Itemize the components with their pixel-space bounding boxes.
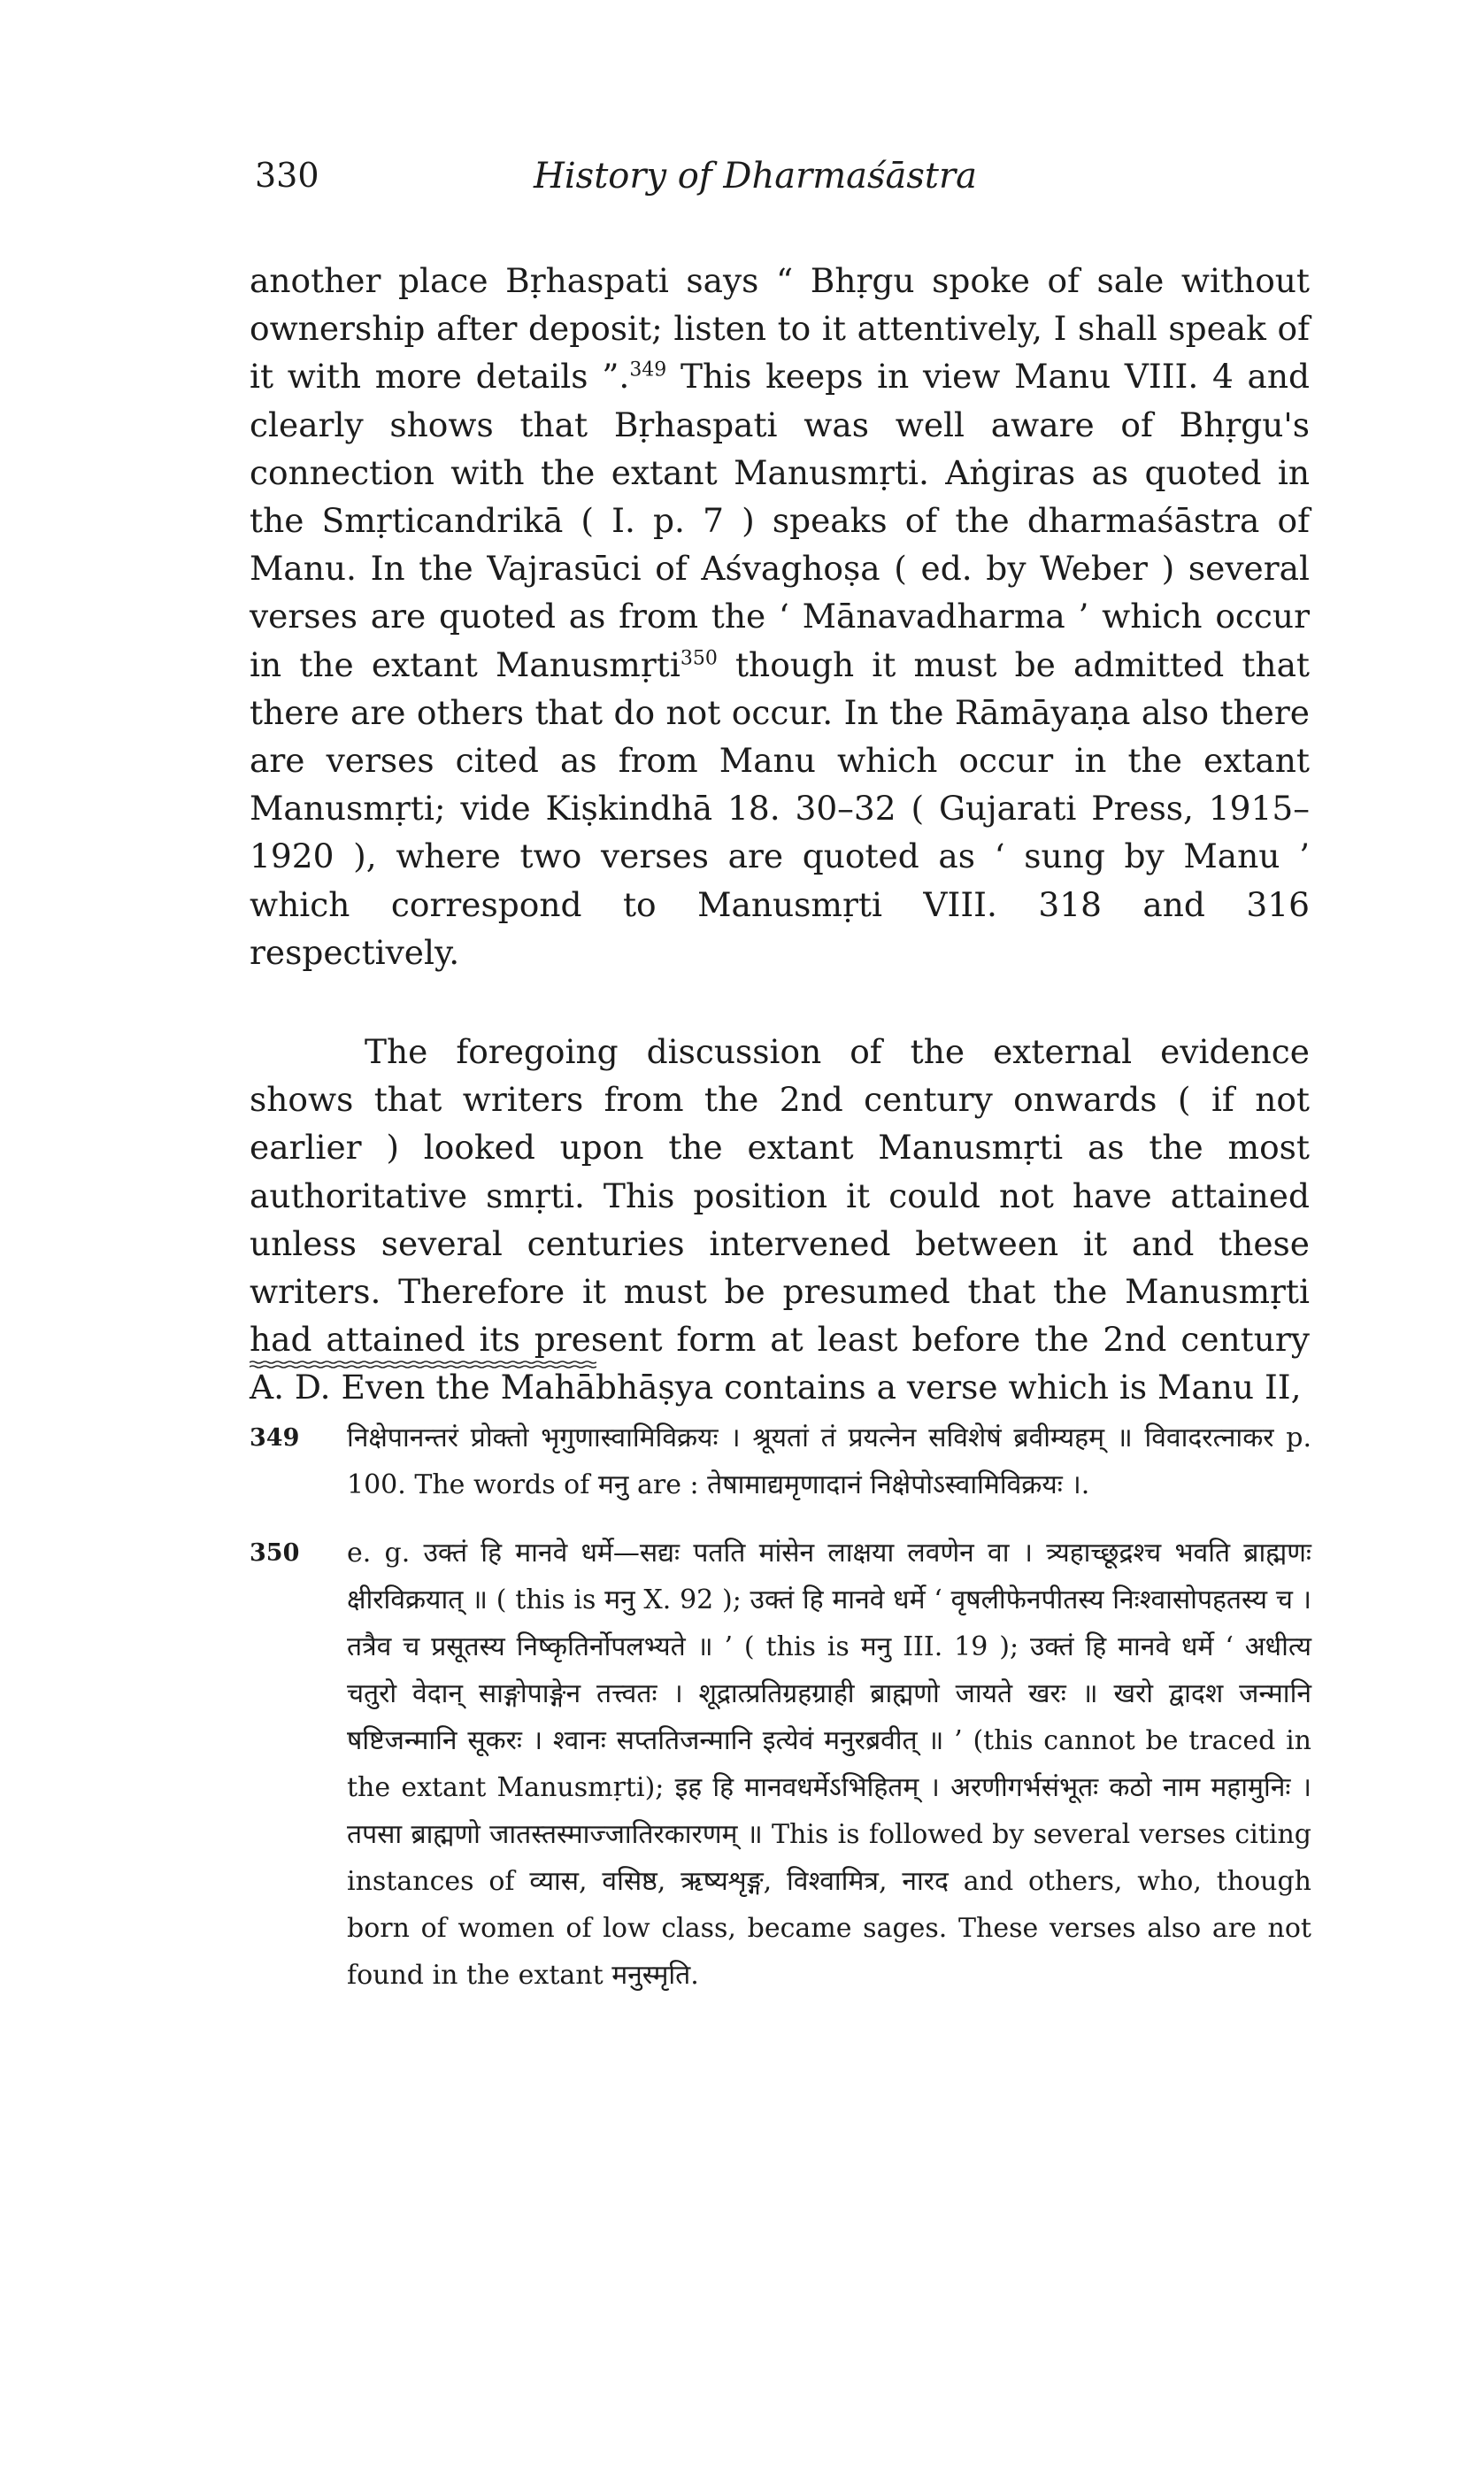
footnotes bbox=[250, 1415, 1311, 1999]
footnote-ref-349[interactable]: 349 bbox=[629, 358, 667, 382]
paragraph bbox=[250, 257, 1310, 976]
footnote-number: 349 bbox=[250, 1424, 300, 1452]
page-number: 330 bbox=[255, 156, 319, 195]
page-header bbox=[255, 156, 1317, 209]
footnote-text: निक्षेपानन्तरं प्रोक्तो भृगुणास्वामिविक्रयः । श्रूयतां तं प्रयत्नेन सविशेषं ब्रवीम्यहम् ॥ विवादरत्नाकर p. 100. The words of मनु are : तेषामाद्यमृणादानं निक्षेपोऽस्वामिविक्रयः ।. bbox=[347, 1422, 1311, 1500]
footnote-ref-350[interactable]: 350 bbox=[680, 647, 718, 670]
footnote-divider bbox=[250, 1361, 596, 1369]
paragraph: The foregoing discussion of the external evidence shows that writers from the 2nd century onwards ( if not earlier ) looked upon the extant Manusmṛti as the most authoritative smṛti. This position it could not have attained unless several centuries intervened between it and these writers. Therefore it must be presumed that the Manusmṛti had attained its present form at least before the 2nd century A. D. Even the Mahābhāṣya contains a verse which is Manu II, bbox=[250, 1032, 1310, 1407]
text-run: though it must be admitted that there are others that do not occur. In the Rāmāyaṇa also there are verses cited as from Manu which occur in the extant Manusmṛti; vide Kiṣkindhā 18. 30–32 ( Gujarati Press, 1915–1920 ), where two verses are quoted as ‘ sung by Manu ’ which correspond to Manusmṛti VIII. 318 and 316 respectively. bbox=[250, 644, 1310, 972]
footnote-text: e. g. उक्तं हि मानवे धर्मे—सद्यः पतति मांसेन लाक्षया लवणेन वा । त्र्यहाच्छूद्रश्च भवति ब्राह्मणः क्षीरविक्रयात् ॥ ( this is मनु X. 92 ); उक्तं हि मानवे धर्मे ‘ वृषलीफेनपीतस्य निःश्वासोपहतस्य च । तत्रैव च प्रसूतस्य निष्कृतिर्नोपलभ्यते ॥ ’ ( this is मनु III. 19 ); उक्तं हि मानवे धर्मे ‘ अधीत्य चतुरो वेदान् साङ्गोपाङ्गेन तत्त्वतः । शूद्रात्प्रतिग्रहग्राही ब्राह्मणो जायते खरः ॥ खरो द्वादश जन्मानि षष्टिजन्मानि सूकरः । श्वानः सप्ततिजन्मानि इत्येवं मनुरब्रवीत् ॥ ’ (this cannot be traced in the extant Manusmṛti); इह हि मानवधर्मेऽभिहितम् । अरणीगर्भसंभूतः कठो नाम महामुनिः । तपसा ब्राह्मणो जातस्तस्माज्जातिरकारणम् ॥ This is followed by several verses citing instances of व्यास, वसिष्ठ, ऋष्यशृङ्ग, विश्वामित्र, नारद and others, who, though born of women of low class, became sages. These verses also are not found in the extant मनुस्मृति. bbox=[347, 1538, 1311, 1991]
footnote-349 bbox=[250, 1415, 1311, 1508]
text-run: This keeps in view Manu VIII. 4 and clearly shows that Bṛhaspati was well aware of Bhṛgu's connection with the extant Manusmṛti. Aṅgiras as quoted in the Smṛticandrikā ( I. p. 7 ) speaks of the dharmaśāstra of Manu. In the Vajrasūci of Aśvaghoṣa ( ed. by Weber ) several verses are quoted as from the ‘ Mānavadharma ’ which occur in the extant Manusmṛti bbox=[250, 357, 1311, 684]
running-title: History of Dharmaśāstra bbox=[534, 156, 977, 197]
text-run: another place Bṛhaspati says “ Bhṛgu spoke of sale without ownership after deposit; listen to it attentively, I shall speak of it with more details ”. bbox=[250, 261, 1310, 397]
main-text bbox=[250, 257, 1310, 1412]
footnote-350 bbox=[250, 1530, 1311, 1999]
footnote-number: 350 bbox=[250, 1539, 300, 1567]
